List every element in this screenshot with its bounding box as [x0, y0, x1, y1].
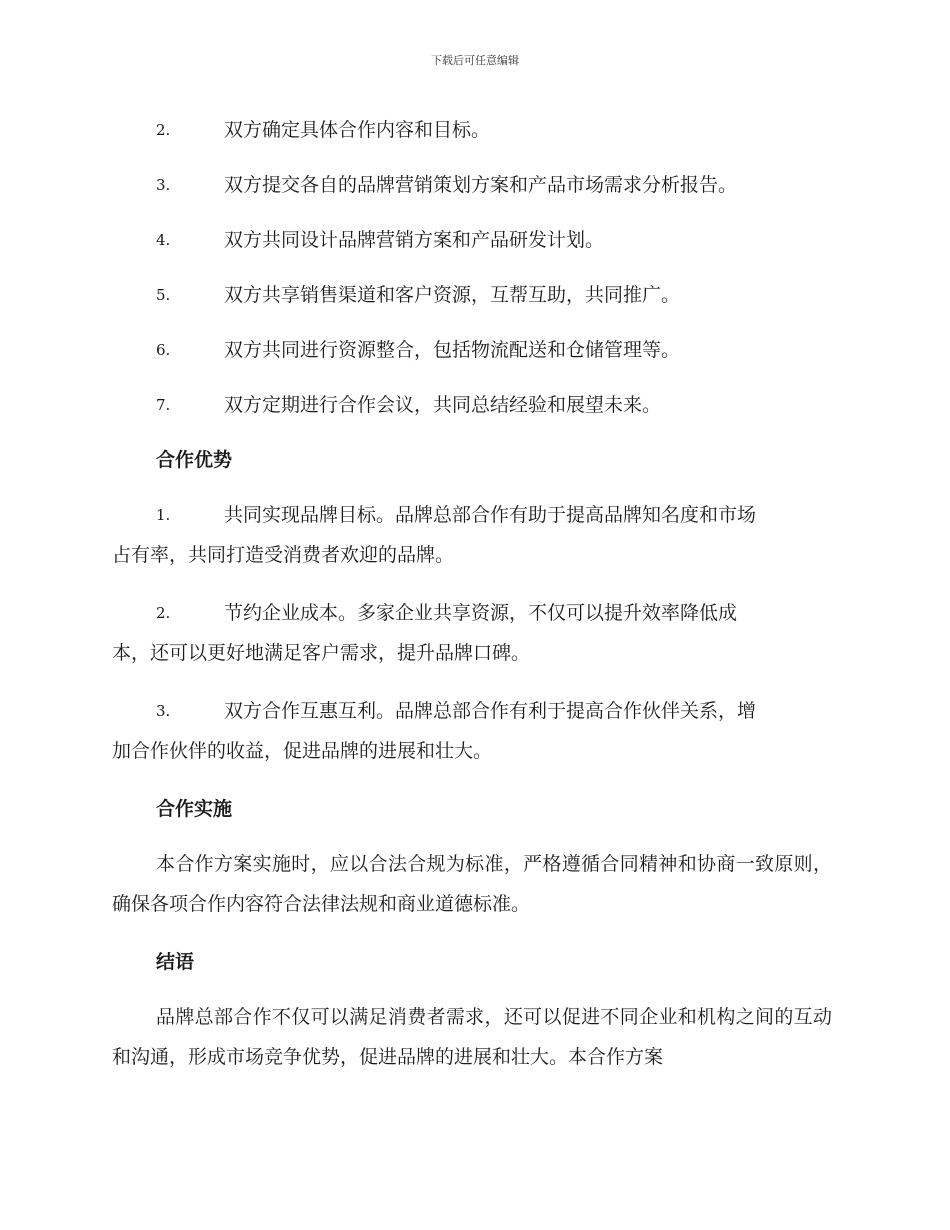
list-number: 5. [156, 286, 171, 304]
list-item [112, 165, 832, 220]
process-list [112, 110, 832, 440]
list-text-first-line: 共同实现品牌目标。品牌总部合作有助于提高品牌知名度和市场 [224, 504, 757, 526]
list-text-rest: 加合作伙伴的收益，促进品牌的进展和壮大。 [112, 740, 493, 762]
list-number: 1. [156, 506, 171, 524]
list-text: 双方定期进行合作会议，共同总结经验和展望未来。 [224, 394, 662, 416]
list-item [112, 691, 832, 771]
page-header: 下载后可任意编辑 [431, 54, 519, 67]
list-text-first-line: 节约企业成本。多家企业共享资源，不仅可以提升效率降低成 [224, 602, 738, 624]
implementation-heading: 合作实施 [156, 798, 233, 820]
list-number: 6. [156, 341, 171, 359]
list-item [112, 330, 832, 385]
list-item [112, 110, 832, 165]
list-number: 2. [156, 121, 171, 139]
list-item [112, 220, 832, 275]
advantages-list [112, 495, 832, 771]
list-number: 3. [156, 702, 171, 720]
list-text: 双方共同设计品牌营销方案和产品研发计划。 [224, 229, 605, 251]
list-number: 7. [156, 396, 171, 414]
list-text: 双方共同进行资源整合，包括物流配送和仓储管理等。 [224, 339, 681, 361]
list-item [112, 385, 832, 440]
list-number: 3. [156, 176, 171, 194]
list-text-rest: 占有率，共同打造受消费者欢迎的品牌。 [112, 544, 455, 566]
conclusion-paragraph: 品牌总部合作不仅可以满足消费者需求，还可以促进不同企业和机构之间的互动和沟通，形成市场竞争优势，促进品牌的进展和壮大。本合作方案 [112, 1006, 832, 1068]
conclusion-heading: 结语 [156, 951, 195, 973]
list-item [112, 495, 832, 575]
list-number: 2. [156, 604, 171, 622]
list-text: 双方共享销售渠道和客户资源，互帮互助，共同推广。 [224, 284, 681, 306]
list-item [112, 275, 832, 330]
list-text-rest: 本，还可以更好地满足客户需求，提升品牌口碑。 [112, 642, 531, 664]
list-number: 4. [156, 231, 171, 249]
list-text: 双方确定具体合作内容和目标。 [224, 119, 491, 141]
implementation-paragraph: 本合作方案实施时，应以合法合规为标准，严格遵循合同精神和协商一致原则，确保各项合作内容符合法律法规和商业道德标准。 [112, 853, 832, 915]
document-body [112, 110, 832, 1095]
advantages-heading: 合作优势 [156, 449, 233, 471]
list-item [112, 593, 832, 673]
list-text-first-line: 双方合作互惠互利。品牌总部合作有利于提高合作伙伴关系，增 [224, 700, 757, 722]
list-text: 双方提交各自的品牌营销策划方案和产品市场需求分析报告。 [224, 174, 738, 196]
